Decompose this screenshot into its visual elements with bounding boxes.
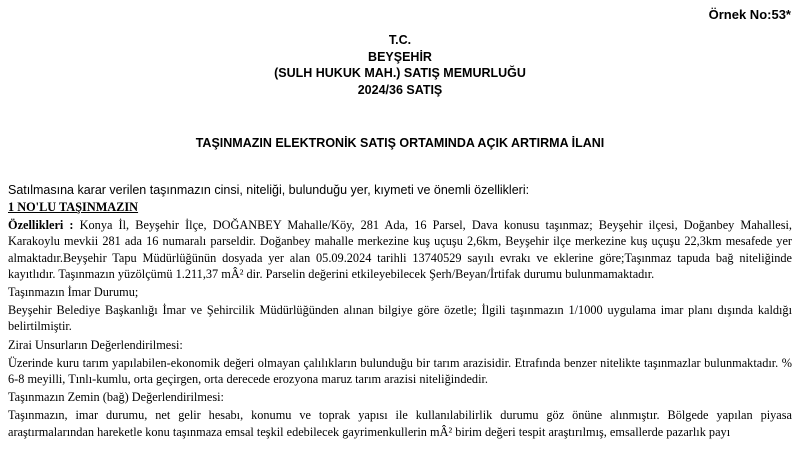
sample-number-label: Örnek No:53* bbox=[708, 7, 791, 22]
document-body bbox=[8, 199, 792, 442]
zirai-text: Üzerinde kuru tarım yapılabilen-ekonomik değeri olmayan çalılıkların bulunduğu bir tarım arazisidir. Etrafında benzer nitelikte taşınmazlar bulunmaktadır. % 6-8 meyilli, Tınlı-kumlu, orta geçirgen, orta derecede erozyona maruz tarım arazisi niteliğindedir. bbox=[8, 355, 792, 387]
zemin-heading: Taşınmazın Zemin (bağ) Değerlendirilmesi: bbox=[8, 390, 224, 405]
parcel-heading: 1 NO'LU TAŞINMAZIN bbox=[8, 200, 139, 214]
announcement-title: TAŞINMAZIN ELEKTRONİK SATIŞ ORTAMINDA AÇIK ARTIRMA İLANI bbox=[195, 136, 605, 150]
zirai-heading: Zirai Unsurların Değerlendirilmesi: bbox=[8, 337, 183, 352]
header-tc: T.C. bbox=[388, 33, 412, 47]
header-office: (SULH HUKUK MAH.) SATIŞ MEMURLUĞU bbox=[274, 66, 526, 80]
header-file-number: 2024/36 SATIŞ bbox=[357, 82, 443, 97]
imar-heading: Taşınmazın İmar Durumu; bbox=[8, 285, 139, 300]
zemin-text: Taşınmazın, imar durumu, net gelir hesabı, konumu ve toprak yapısı ile kullanılabilirlik durumu göz önüne alınmıştır. Bölgede yapılan piyasa araştırmalarından hareketle konu taşınmaza emsal teşkil edebilecek gayrimenkullerin mÂ² birim değeri tespit araştırılmış, emsallerde pazarlık payı bbox=[8, 408, 792, 439]
header-city: BEYŞEHİR bbox=[368, 49, 432, 64]
intro-text: Satılmasına karar verilen taşınmazın cinsi, niteliği, bulunduğu yer, kıymeti ve önemli özellikleri: bbox=[8, 183, 530, 197]
imar-text: Beyşehir Belediye Başkanlığı İmar ve Şehircilik Müdürlüğünden alınan bilgiye göre özetle; İlgili taşınmazın 1/1000 uygulama imar planı dışında kaldığı belirtilmiştir. bbox=[8, 303, 792, 334]
ozellikleri-paragraph bbox=[8, 217, 792, 282]
ozellikleri-text: Konya İl, Beyşehir İlçe, DOĞANBEY Mahalle/Köy, 281 Ada, 16 Parsel, Dava konusu taşınmaz; Beyşehir ilçesi, Doğanbey Mahallesi, Karakoylu mevkii 281 ada 16 numaralı parseldir. Doğanbey mahalle merkezine kuş uçuşu 2,6km, Beyşehir ilçe merkezine kuş uçuşu 22,3km mesafede yer almaktadır.Beyşehir Tapu Müdürlüğünün dosyada yer alan 05.09.2024 tarihli 13740529 sayılı evrakı ve eklerine göre;Taşınmaz tapuda bağ niteliğinde kayıtlıdır. Taşınmazın yüzölçümü 1.211,37 mÂ² dir. Parselin değerini etkileyebilecek Şerh/Beyan/İrtifak durumu bulunmamaktadır. bbox=[8, 218, 792, 281]
ozellikleri-label: Özellikleri : bbox=[8, 218, 74, 233]
document-header bbox=[0, 32, 800, 98]
